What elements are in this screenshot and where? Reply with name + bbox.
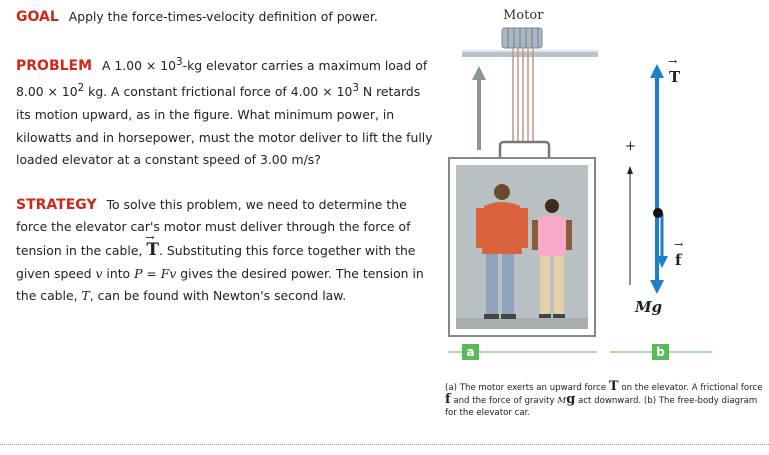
car-point-mass <box>653 208 663 218</box>
equals-sign: = <box>142 265 161 281</box>
caption-vector-T: T <box>608 379 619 394</box>
plus-sign: + <box>625 139 636 154</box>
tension-symbol: T <box>81 288 90 304</box>
strategy-text-1: To solve this problem, we need to determine the force the elevator car's motor must deliver through the force of tension in the cable, <box>16 196 411 258</box>
caption-part-2: on the elevator. A frictional force <box>621 383 763 393</box>
figure-caption <box>445 381 765 419</box>
fv-symbol: Fv <box>160 265 177 281</box>
fbd-gravity-label <box>635 298 662 316</box>
fbd-friction-label: → f <box>675 251 681 269</box>
caption-mass-M: M <box>557 396 567 406</box>
strategy-text-2: . Substituting this force together with the given speed <box>16 243 416 281</box>
tension-force-arrow <box>650 64 664 212</box>
power-symbol: P <box>134 265 143 281</box>
problem-exp-2: 2 <box>77 82 85 95</box>
positive-direction-axis <box>627 166 633 285</box>
upward-motion-arrow <box>472 66 486 150</box>
problem-exp-1: 3 <box>176 55 183 68</box>
dotted-separator <box>0 444 769 445</box>
figure-label-a: a <box>462 344 479 360</box>
goal-text: Apply the force-times-velocity definition of power. <box>68 9 378 24</box>
fbd-tension-label: → T <box>669 68 680 86</box>
tension-vector-symbol: → T <box>146 240 159 260</box>
strategy-text-5: , can be found with Newton's second law. <box>89 288 347 304</box>
strategy-text-3: into <box>106 265 131 281</box>
ceiling-beam <box>462 50 598 57</box>
strategy-heading: STRATEGY <box>16 196 97 213</box>
speed-symbol: v <box>95 265 103 281</box>
caption-vector-f: f <box>445 392 451 407</box>
caption-part-3: and the force of gravity <box>453 396 555 406</box>
goal-heading: GOAL <box>16 9 59 25</box>
caption-part-4: act downward. (b) The free-body diagram for the elevator car. <box>445 396 758 418</box>
problem-text-3: kg. A constant frictional force of 4.00 × 10 <box>84 84 353 100</box>
problem-heading: PROBLEM <box>16 57 93 74</box>
cables <box>513 48 533 143</box>
figure-label-b: b <box>652 344 669 360</box>
fbd-gravity-label-text: Mg <box>635 298 663 316</box>
problem-text-4: N retards its motion upward, as in the figure. What minimum power, in kilowatts and in horsepower, must the motor deliver to lift the fully loaded elevator at a constant speed of 3.00 m/s? <box>16 84 433 168</box>
problem-text-2: -kg elevator carries a maximum load of 8.00 × 10 <box>16 57 428 100</box>
caption-part-1: (a) The motor exerts an upward force <box>445 383 607 393</box>
car-handle <box>500 142 549 158</box>
motor-label: Motor <box>503 8 544 23</box>
problem-text-1: A 1.00 × 10 <box>101 57 177 73</box>
caption-vector-g: g <box>566 392 576 407</box>
problem-exp-3: 3 <box>352 82 359 95</box>
motor-pulley <box>502 28 542 48</box>
strategy-text-4: gives the desired power. The tension in the cable, <box>16 265 424 304</box>
